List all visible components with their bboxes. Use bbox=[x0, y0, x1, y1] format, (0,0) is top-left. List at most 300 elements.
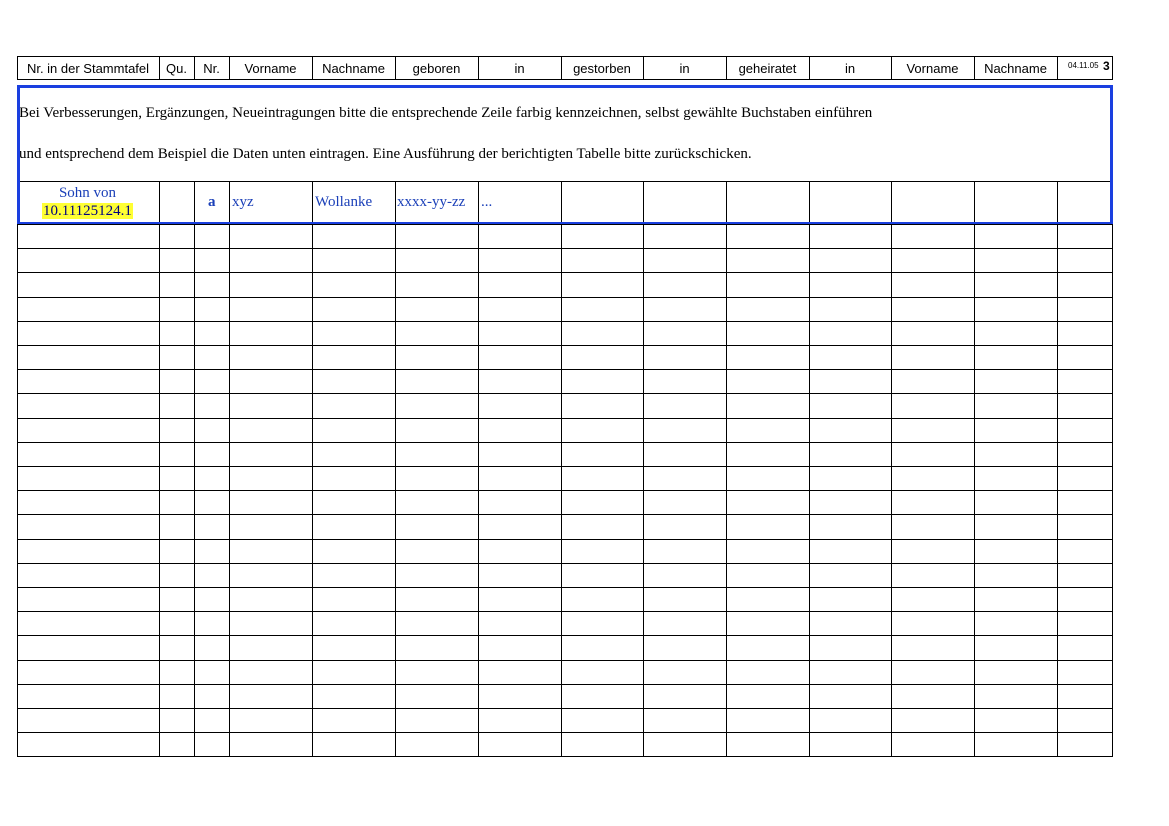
table-cell[interactable] bbox=[17, 345, 160, 370]
table-cell[interactable] bbox=[312, 466, 396, 491]
table-cell[interactable] bbox=[974, 660, 1058, 685]
table-cell[interactable] bbox=[726, 272, 810, 298]
table-cell[interactable] bbox=[478, 539, 562, 564]
table-cell[interactable] bbox=[395, 708, 479, 733]
table-cell[interactable] bbox=[561, 708, 644, 733]
table-cell[interactable] bbox=[17, 587, 160, 612]
table-cell[interactable] bbox=[561, 660, 644, 685]
table-cell[interactable] bbox=[312, 587, 396, 612]
table-cell[interactable] bbox=[159, 393, 195, 419]
table-cell[interactable] bbox=[194, 418, 230, 443]
table-cell[interactable] bbox=[395, 732, 479, 757]
table-cell[interactable] bbox=[974, 345, 1058, 370]
table-cell[interactable] bbox=[891, 248, 975, 273]
table-cell[interactable] bbox=[159, 611, 195, 636]
table-cell[interactable] bbox=[478, 224, 562, 249]
table-cell[interactable] bbox=[974, 539, 1058, 564]
table-cell[interactable] bbox=[17, 442, 160, 467]
table-cell[interactable] bbox=[229, 708, 313, 733]
table-cell[interactable] bbox=[561, 732, 644, 757]
table-cell[interactable] bbox=[891, 369, 975, 394]
table-cell[interactable] bbox=[312, 369, 396, 394]
table-cell[interactable] bbox=[726, 466, 810, 491]
table-cell[interactable] bbox=[159, 587, 195, 612]
table-cell[interactable] bbox=[395, 345, 479, 370]
table-cell[interactable] bbox=[17, 732, 160, 757]
table-cell[interactable] bbox=[643, 684, 727, 709]
table-cell[interactable] bbox=[395, 563, 479, 588]
table-cell[interactable] bbox=[159, 297, 195, 322]
table-cell[interactable] bbox=[395, 418, 479, 443]
table-cell[interactable] bbox=[891, 272, 975, 298]
table-cell[interactable] bbox=[974, 442, 1058, 467]
table-cell[interactable] bbox=[312, 539, 396, 564]
table-cell[interactable] bbox=[229, 442, 313, 467]
table-cell[interactable] bbox=[643, 321, 727, 346]
table-cell[interactable] bbox=[395, 369, 479, 394]
table-cell[interactable] bbox=[561, 393, 644, 419]
table-cell[interactable] bbox=[229, 393, 313, 419]
table-cell[interactable] bbox=[809, 539, 892, 564]
table-cell[interactable] bbox=[478, 369, 562, 394]
table-cell[interactable] bbox=[17, 466, 160, 491]
table-cell[interactable] bbox=[229, 272, 313, 298]
table-cell[interactable] bbox=[17, 684, 160, 709]
table-cell[interactable] bbox=[395, 514, 479, 540]
table-cell[interactable] bbox=[194, 514, 230, 540]
table-cell[interactable] bbox=[643, 587, 727, 612]
table-cell[interactable] bbox=[312, 708, 396, 733]
table-cell[interactable] bbox=[891, 418, 975, 443]
table-cell[interactable] bbox=[726, 539, 810, 564]
table-cell[interactable] bbox=[561, 224, 644, 249]
table-cell[interactable] bbox=[891, 563, 975, 588]
table-cell[interactable] bbox=[643, 466, 727, 491]
table-cell[interactable] bbox=[1057, 321, 1113, 346]
table-cell[interactable] bbox=[194, 611, 230, 636]
table-cell[interactable] bbox=[395, 224, 479, 249]
table-cell[interactable] bbox=[17, 490, 160, 515]
table-cell[interactable] bbox=[17, 660, 160, 685]
table-cell[interactable] bbox=[726, 490, 810, 515]
table-cell[interactable] bbox=[312, 684, 396, 709]
table-cell[interactable] bbox=[891, 587, 975, 612]
table-cell[interactable] bbox=[17, 248, 160, 273]
table-cell[interactable] bbox=[229, 321, 313, 346]
table-cell[interactable] bbox=[561, 539, 644, 564]
table-cell[interactable] bbox=[395, 684, 479, 709]
table-cell[interactable] bbox=[478, 418, 562, 443]
table-cell[interactable] bbox=[17, 369, 160, 394]
table-cell[interactable] bbox=[643, 660, 727, 685]
table-cell[interactable] bbox=[312, 442, 396, 467]
table-cell[interactable] bbox=[194, 224, 230, 249]
table-cell[interactable] bbox=[229, 660, 313, 685]
table-cell[interactable] bbox=[478, 708, 562, 733]
table-cell[interactable] bbox=[561, 587, 644, 612]
table-cell[interactable] bbox=[395, 635, 479, 661]
table-cell[interactable] bbox=[561, 272, 644, 298]
table-cell[interactable] bbox=[809, 272, 892, 298]
table-cell[interactable] bbox=[809, 224, 892, 249]
table-cell[interactable] bbox=[312, 297, 396, 322]
table-cell[interactable] bbox=[891, 297, 975, 322]
table-cell[interactable] bbox=[159, 563, 195, 588]
table-cell[interactable] bbox=[561, 563, 644, 588]
table-cell[interactable] bbox=[194, 272, 230, 298]
table-cell[interactable] bbox=[891, 539, 975, 564]
table-cell[interactable] bbox=[726, 635, 810, 661]
table-cell[interactable] bbox=[561, 514, 644, 540]
table-cell[interactable] bbox=[809, 442, 892, 467]
table-cell[interactable] bbox=[194, 684, 230, 709]
table-cell[interactable] bbox=[726, 248, 810, 273]
table-cell[interactable] bbox=[194, 490, 230, 515]
table-cell[interactable] bbox=[17, 297, 160, 322]
table-cell[interactable] bbox=[561, 466, 644, 491]
table-cell[interactable] bbox=[194, 539, 230, 564]
table-cell[interactable] bbox=[1057, 660, 1113, 685]
table-cell[interactable] bbox=[229, 345, 313, 370]
table-cell[interactable] bbox=[478, 635, 562, 661]
table-cell[interactable] bbox=[809, 297, 892, 322]
table-cell[interactable] bbox=[478, 466, 562, 491]
table-cell[interactable] bbox=[395, 587, 479, 612]
table-cell[interactable] bbox=[643, 272, 727, 298]
table-cell[interactable] bbox=[891, 345, 975, 370]
table-cell[interactable] bbox=[643, 442, 727, 467]
table-cell[interactable] bbox=[891, 490, 975, 515]
table-cell[interactable] bbox=[312, 611, 396, 636]
table-cell[interactable] bbox=[17, 321, 160, 346]
table-cell[interactable] bbox=[726, 418, 810, 443]
table-cell[interactable] bbox=[891, 393, 975, 419]
table-cell[interactable] bbox=[312, 635, 396, 661]
table-cell[interactable] bbox=[478, 248, 562, 273]
table-cell[interactable] bbox=[478, 660, 562, 685]
table-cell[interactable] bbox=[561, 248, 644, 273]
table-cell[interactable] bbox=[809, 660, 892, 685]
table-cell[interactable] bbox=[974, 272, 1058, 298]
table-cell[interactable] bbox=[194, 660, 230, 685]
table-cell[interactable] bbox=[229, 466, 313, 491]
table-cell[interactable] bbox=[159, 369, 195, 394]
table-cell[interactable] bbox=[478, 442, 562, 467]
table-cell[interactable] bbox=[974, 587, 1058, 612]
table-cell[interactable] bbox=[194, 297, 230, 322]
table-cell[interactable] bbox=[726, 587, 810, 612]
table-cell[interactable] bbox=[478, 393, 562, 419]
table-cell[interactable] bbox=[159, 490, 195, 515]
table-cell[interactable] bbox=[478, 297, 562, 322]
table-cell[interactable] bbox=[395, 539, 479, 564]
table-cell[interactable] bbox=[1057, 732, 1113, 757]
table-cell[interactable] bbox=[726, 660, 810, 685]
table-cell[interactable] bbox=[891, 684, 975, 709]
table-cell[interactable] bbox=[395, 611, 479, 636]
table-cell[interactable] bbox=[478, 514, 562, 540]
table-cell[interactable] bbox=[1057, 297, 1113, 322]
table-cell[interactable] bbox=[974, 321, 1058, 346]
table-cell[interactable] bbox=[643, 490, 727, 515]
table-cell[interactable] bbox=[809, 587, 892, 612]
table-cell[interactable] bbox=[643, 248, 727, 273]
table-cell[interactable] bbox=[395, 442, 479, 467]
table-cell[interactable] bbox=[561, 369, 644, 394]
table-cell[interactable] bbox=[229, 490, 313, 515]
table-cell[interactable] bbox=[229, 587, 313, 612]
table-cell[interactable] bbox=[809, 514, 892, 540]
table-cell[interactable] bbox=[395, 248, 479, 273]
table-cell[interactable] bbox=[643, 514, 727, 540]
table-cell[interactable] bbox=[194, 369, 230, 394]
table-cell[interactable] bbox=[478, 611, 562, 636]
table-cell[interactable] bbox=[1057, 563, 1113, 588]
table-cell[interactable] bbox=[159, 635, 195, 661]
table-cell[interactable] bbox=[17, 708, 160, 733]
table-cell[interactable] bbox=[229, 297, 313, 322]
table-cell[interactable] bbox=[643, 418, 727, 443]
table-cell[interactable] bbox=[1057, 490, 1113, 515]
table-cell[interactable] bbox=[809, 248, 892, 273]
table-cell[interactable] bbox=[891, 466, 975, 491]
table-cell[interactable] bbox=[891, 611, 975, 636]
table-cell[interactable] bbox=[643, 345, 727, 370]
table-cell[interactable] bbox=[809, 393, 892, 419]
table-cell[interactable] bbox=[312, 345, 396, 370]
table-cell[interactable] bbox=[17, 393, 160, 419]
table-cell[interactable] bbox=[1057, 248, 1113, 273]
table-cell[interactable] bbox=[809, 708, 892, 733]
table-cell[interactable] bbox=[1057, 224, 1113, 249]
table-cell[interactable] bbox=[643, 635, 727, 661]
table-cell[interactable] bbox=[194, 563, 230, 588]
table-cell[interactable] bbox=[974, 418, 1058, 443]
table-cell[interactable] bbox=[229, 732, 313, 757]
table-cell[interactable] bbox=[643, 732, 727, 757]
table-cell[interactable] bbox=[974, 466, 1058, 491]
table-cell[interactable] bbox=[561, 684, 644, 709]
table-cell[interactable] bbox=[395, 466, 479, 491]
table-cell[interactable] bbox=[561, 345, 644, 370]
table-cell[interactable] bbox=[478, 684, 562, 709]
table-cell[interactable] bbox=[726, 563, 810, 588]
table-cell[interactable] bbox=[726, 732, 810, 757]
table-cell[interactable] bbox=[726, 442, 810, 467]
table-cell[interactable] bbox=[561, 611, 644, 636]
table-cell[interactable] bbox=[17, 539, 160, 564]
table-cell[interactable] bbox=[974, 393, 1058, 419]
table-cell[interactable] bbox=[478, 321, 562, 346]
table-cell[interactable] bbox=[395, 297, 479, 322]
table-cell[interactable] bbox=[159, 732, 195, 757]
table-cell[interactable] bbox=[395, 490, 479, 515]
table-cell[interactable] bbox=[194, 442, 230, 467]
table-cell[interactable] bbox=[1057, 442, 1113, 467]
table-cell[interactable] bbox=[726, 369, 810, 394]
table-cell[interactable] bbox=[643, 563, 727, 588]
table-cell[interactable] bbox=[312, 732, 396, 757]
table-cell[interactable] bbox=[1057, 539, 1113, 564]
table-cell[interactable] bbox=[159, 345, 195, 370]
table-cell[interactable] bbox=[974, 514, 1058, 540]
table-cell[interactable] bbox=[809, 684, 892, 709]
table-cell[interactable] bbox=[809, 369, 892, 394]
table-cell[interactable] bbox=[891, 660, 975, 685]
table-cell[interactable] bbox=[809, 635, 892, 661]
table-cell[interactable] bbox=[561, 297, 644, 322]
table-cell[interactable] bbox=[194, 393, 230, 419]
table-cell[interactable] bbox=[891, 732, 975, 757]
table-cell[interactable] bbox=[809, 732, 892, 757]
table-cell[interactable] bbox=[891, 708, 975, 733]
table-cell[interactable] bbox=[229, 563, 313, 588]
table-cell[interactable] bbox=[561, 442, 644, 467]
table-cell[interactable] bbox=[194, 732, 230, 757]
table-cell[interactable] bbox=[809, 418, 892, 443]
table-cell[interactable] bbox=[159, 224, 195, 249]
table-cell[interactable] bbox=[643, 393, 727, 419]
table-cell[interactable] bbox=[17, 272, 160, 298]
table-cell[interactable] bbox=[891, 321, 975, 346]
table-cell[interactable] bbox=[1057, 466, 1113, 491]
table-cell[interactable] bbox=[1057, 635, 1113, 661]
table-cell[interactable] bbox=[974, 297, 1058, 322]
table-cell[interactable] bbox=[1057, 611, 1113, 636]
table-cell[interactable] bbox=[891, 514, 975, 540]
table-cell[interactable] bbox=[312, 490, 396, 515]
table-cell[interactable] bbox=[726, 321, 810, 346]
table-cell[interactable] bbox=[1057, 418, 1113, 443]
table-cell[interactable] bbox=[229, 369, 313, 394]
table-cell[interactable] bbox=[159, 321, 195, 346]
table-cell[interactable] bbox=[1057, 708, 1113, 733]
table-cell[interactable] bbox=[159, 660, 195, 685]
table-cell[interactable] bbox=[478, 732, 562, 757]
table-cell[interactable] bbox=[809, 611, 892, 636]
table-cell[interactable] bbox=[159, 539, 195, 564]
table-cell[interactable] bbox=[159, 684, 195, 709]
table-cell[interactable] bbox=[17, 514, 160, 540]
table-cell[interactable] bbox=[726, 393, 810, 419]
table-cell[interactable] bbox=[974, 224, 1058, 249]
table-cell[interactable] bbox=[229, 539, 313, 564]
table-cell[interactable] bbox=[974, 635, 1058, 661]
table-cell[interactable] bbox=[643, 708, 727, 733]
table-cell[interactable] bbox=[159, 418, 195, 443]
table-cell[interactable] bbox=[229, 418, 313, 443]
table-cell[interactable] bbox=[974, 369, 1058, 394]
table-cell[interactable] bbox=[1057, 587, 1113, 612]
table-cell[interactable] bbox=[809, 563, 892, 588]
table-cell[interactable] bbox=[395, 321, 479, 346]
table-cell[interactable] bbox=[974, 248, 1058, 273]
table-cell[interactable] bbox=[726, 514, 810, 540]
table-cell[interactable] bbox=[1057, 393, 1113, 419]
table-cell[interactable] bbox=[229, 611, 313, 636]
table-cell[interactable] bbox=[395, 393, 479, 419]
table-cell[interactable] bbox=[974, 490, 1058, 515]
table-cell[interactable] bbox=[159, 248, 195, 273]
table-cell[interactable] bbox=[194, 248, 230, 273]
table-cell[interactable] bbox=[561, 418, 644, 443]
table-cell[interactable] bbox=[194, 635, 230, 661]
table-cell[interactable] bbox=[1057, 684, 1113, 709]
table-cell[interactable] bbox=[809, 345, 892, 370]
table-cell[interactable] bbox=[726, 611, 810, 636]
table-cell[interactable] bbox=[312, 272, 396, 298]
table-cell[interactable] bbox=[17, 224, 160, 249]
table-cell[interactable] bbox=[194, 466, 230, 491]
table-cell[interactable] bbox=[229, 684, 313, 709]
table-cell[interactable] bbox=[643, 539, 727, 564]
table-cell[interactable] bbox=[726, 345, 810, 370]
table-cell[interactable] bbox=[891, 224, 975, 249]
table-cell[interactable] bbox=[974, 732, 1058, 757]
table-cell[interactable] bbox=[229, 514, 313, 540]
table-cell[interactable] bbox=[1057, 369, 1113, 394]
table-cell[interactable] bbox=[561, 635, 644, 661]
table-cell[interactable] bbox=[312, 418, 396, 443]
table-cell[interactable] bbox=[643, 611, 727, 636]
table-cell[interactable] bbox=[229, 635, 313, 661]
table-cell[interactable] bbox=[17, 418, 160, 443]
table-cell[interactable] bbox=[395, 272, 479, 298]
table-cell[interactable] bbox=[974, 563, 1058, 588]
table-cell[interactable] bbox=[891, 635, 975, 661]
table-cell[interactable] bbox=[478, 272, 562, 298]
table-cell[interactable] bbox=[312, 321, 396, 346]
table-cell[interactable] bbox=[194, 708, 230, 733]
table-cell[interactable] bbox=[478, 345, 562, 370]
table-cell[interactable] bbox=[1057, 272, 1113, 298]
table-cell[interactable] bbox=[17, 635, 160, 661]
table-cell[interactable] bbox=[809, 490, 892, 515]
table-cell[interactable] bbox=[891, 442, 975, 467]
table-cell[interactable] bbox=[159, 442, 195, 467]
table-cell[interactable] bbox=[312, 514, 396, 540]
table-cell[interactable] bbox=[229, 248, 313, 273]
table-cell[interactable] bbox=[159, 466, 195, 491]
table-cell[interactable] bbox=[643, 224, 727, 249]
table-cell[interactable] bbox=[17, 611, 160, 636]
table-cell[interactable] bbox=[478, 587, 562, 612]
table-cell[interactable] bbox=[726, 224, 810, 249]
table-cell[interactable] bbox=[726, 297, 810, 322]
table-cell[interactable] bbox=[809, 321, 892, 346]
table-cell[interactable] bbox=[561, 490, 644, 515]
table-cell[interactable] bbox=[395, 660, 479, 685]
table-cell[interactable] bbox=[726, 684, 810, 709]
table-cell[interactable] bbox=[17, 563, 160, 588]
table-cell[interactable] bbox=[1057, 345, 1113, 370]
table-cell[interactable] bbox=[312, 660, 396, 685]
table-cell[interactable] bbox=[974, 684, 1058, 709]
table-cell[interactable] bbox=[1057, 514, 1113, 540]
table-cell[interactable] bbox=[159, 514, 195, 540]
table-cell[interactable] bbox=[478, 490, 562, 515]
table-cell[interactable] bbox=[312, 248, 396, 273]
table-cell[interactable] bbox=[974, 708, 1058, 733]
table-cell[interactable] bbox=[194, 321, 230, 346]
table-cell[interactable] bbox=[478, 563, 562, 588]
table-cell[interactable] bbox=[312, 563, 396, 588]
table-cell[interactable] bbox=[312, 224, 396, 249]
table-cell[interactable] bbox=[726, 708, 810, 733]
table-cell[interactable] bbox=[809, 466, 892, 491]
table-cell[interactable] bbox=[194, 587, 230, 612]
table-cell[interactable] bbox=[312, 393, 396, 419]
